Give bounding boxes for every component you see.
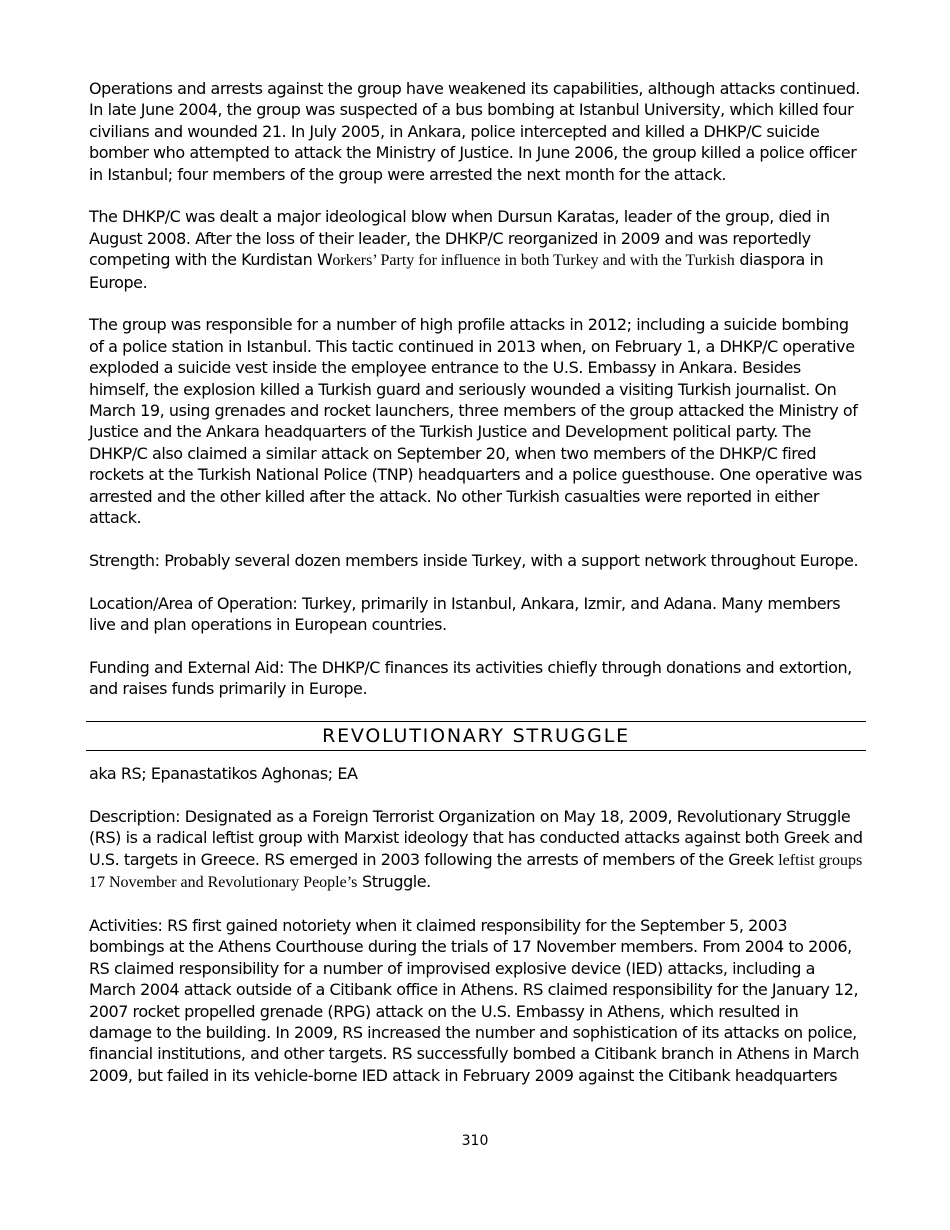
funding-text: The DHKP/C finances its activities chiefly through donations and extortion, and raises funds primarily in Europe. (89, 657, 852, 699)
paragraph-description (89, 806, 863, 894)
paragraph-location (89, 593, 863, 636)
paragraph-strength (89, 550, 863, 571)
paragraph-activities (89, 915, 863, 1086)
paragraph-funding (89, 657, 863, 700)
location-label: Location/Area of Operation: (89, 593, 298, 613)
leader-text-part2: orkers’ Party for influence in both Turkey and with the Turkish (332, 252, 735, 270)
document-page (89, 78, 863, 1108)
leader-text-part1: The DHKP/C was dealt a major ideological blow when Dursun Karatas, leader of the group, died in August 2008. After the loss of their leader, the DHKP/C reorganized in 2009 and was reportedly competing with the Kurdistan W (89, 207, 830, 270)
paragraph-leader-death (89, 206, 863, 293)
paragraph-aka: aka RS; Epanastatikos Aghonas; EA (89, 764, 358, 784)
activities-text: RS first gained notoriety when it claimed responsibility for the September 5, 2003 bombings at the Athens Courthouse during the trials of 17 November members. From 2004 to 2006, RS claimed responsibility for a number of improvised explosive device (IED) attacks, including a March 2004 attack outside of a Citibank office in Athens. RS claimed responsibility for the January 12, 2007 rocket propelled grenade (RPG) attack on the U.S. Embassy in Athens, which resulted in damage to the building. In 2009, RS increased the number and sophistication of its attacks on police, financial institutions, and other targets. RS successfully bombed a Citibank branch in Athens in March 2009, but failed in its vehicle-borne IED attack in February 2009 against the Citibank headquarters (89, 915, 860, 1085)
description-text: Designated as a Foreign Terrorist Organization on May 18, 2009, Revolutionary Struggle (RS) is a radical leftist group with Marxist ideology that has conducted attacks against both Greek and U.S. targets in Greece. RS emerged in 2003 following the arrests of members of the Greek (89, 806, 863, 869)
description-serif-text: leftist groups 17 November and Revolutionary People’s (89, 851, 863, 892)
description-tail: Struggle. (357, 872, 431, 892)
paragraph-2012-attacks: The group was responsible for a number of high profile attacks in 2012; including a suicide bombing of a police station in Istanbul. This tactic continued in 2013 when, on February 1, a DHKP/C operative exploded a suicide vest inside the employee entrance to the U.S. Embassy in Ankara. Besides himself, the explosion killed a Turkish guard and seriously wounded a visiting Turkish journalist. On March 19, using grenades and rocket launchers, three members of the group attacked the Ministry of Justice and the Ankara headquarters of the Turkish Justice and Development political party. The DHKP/C also claimed a similar attack on September 20, when two members of the DHKP/C fired rockets at the Turkish National Police (TNP) headquarters and a police guesthouse. One operative was arrested and the other killed after the attack. No other Turkish casualties were reported in either attack. (89, 315, 862, 528)
description-label: Description: (89, 806, 181, 826)
strength-text: Probably several dozen members inside Turkey, with a support network throughout Europe. (159, 550, 859, 570)
section-heading: REVOLUTIONARY STRUGGLE (86, 721, 866, 751)
strength-label: Strength: (89, 550, 160, 570)
location-text: Turkey, primarily in Istanbul, Ankara, Izmir, and Adana. Many members live and plan operations in European countries. (89, 593, 841, 635)
page-number: 310 (461, 1133, 489, 1149)
leader-text-part3: diaspora in Europe. (89, 250, 824, 292)
activities-label: Activities: (89, 915, 163, 935)
paragraph-operations-arrests: Operations and arrests against the group have weakened its capabilities, although attacks continued. In late June 2004, the group was suspected of a bus bombing at Istanbul University, which killed four civilians and wounded 21. In July 2005, in Ankara, police intercepted and killed a DHKP/C suicide bomber who attempted to attack the Ministry of Justice. In June 2006, the group killed a police officer in Istanbul; four members of the group were arrested the next month for the attack. (89, 79, 860, 184)
funding-label: Funding and External Aid: (89, 657, 284, 677)
